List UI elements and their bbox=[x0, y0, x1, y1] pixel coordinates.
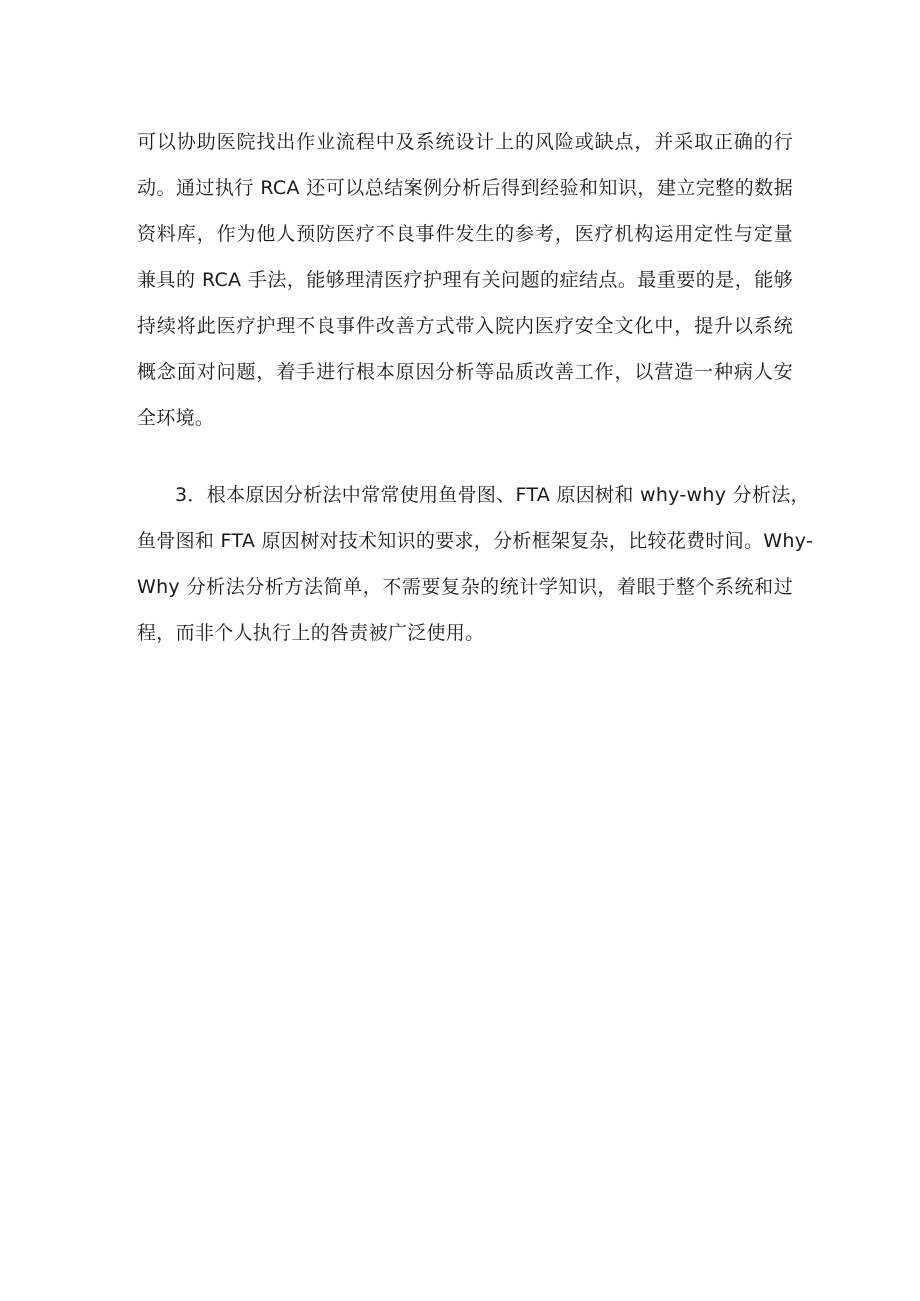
text-line: 全环境。 bbox=[137, 407, 215, 429]
text-line: 持续将此医疗护理不良事件改善方式带入院内医疗安全文化中，提升以系统 bbox=[137, 315, 793, 337]
text-line: 兼具的 RCA 手法，能够理清医疗护理有关问题的症结点。最重要的是，能够 bbox=[137, 269, 793, 291]
text-line: 资料库，作为他人预防医疗不良事件发生的参考，医疗机构运用定性与定量 bbox=[137, 223, 793, 245]
paragraph-analysis-methods bbox=[137, 472, 814, 656]
text-line: 程，而非个人执行上的咎责被广泛使用。 bbox=[137, 622, 485, 644]
text-line: 3．根本原因分析法中常常使用鱼骨图、FTA 原因树和 why-why 分析法， bbox=[175, 484, 810, 506]
text-line: 可以协助医院找出作业流程中及系统设计上的风险或缺点，并采取正确的行 bbox=[137, 131, 793, 153]
text-line: Why 分析法分析方法简单，不需要复杂的统计学知识，着眼于整个系统和过 bbox=[137, 576, 793, 598]
text-line: 鱼骨图和 FTA 原因树对技术知识的要求，分析框架复杂，比较花费时间。Why- bbox=[137, 530, 814, 552]
paragraph-rca-benefits bbox=[137, 119, 793, 441]
text-line: 动。通过执行 RCA 还可以总结案例分析后得到经验和知识，建立完整的数据 bbox=[137, 177, 793, 199]
text-line: 概念面对问题，着手进行根本原因分析等品质改善工作，以营造一种病人安 bbox=[137, 361, 793, 383]
